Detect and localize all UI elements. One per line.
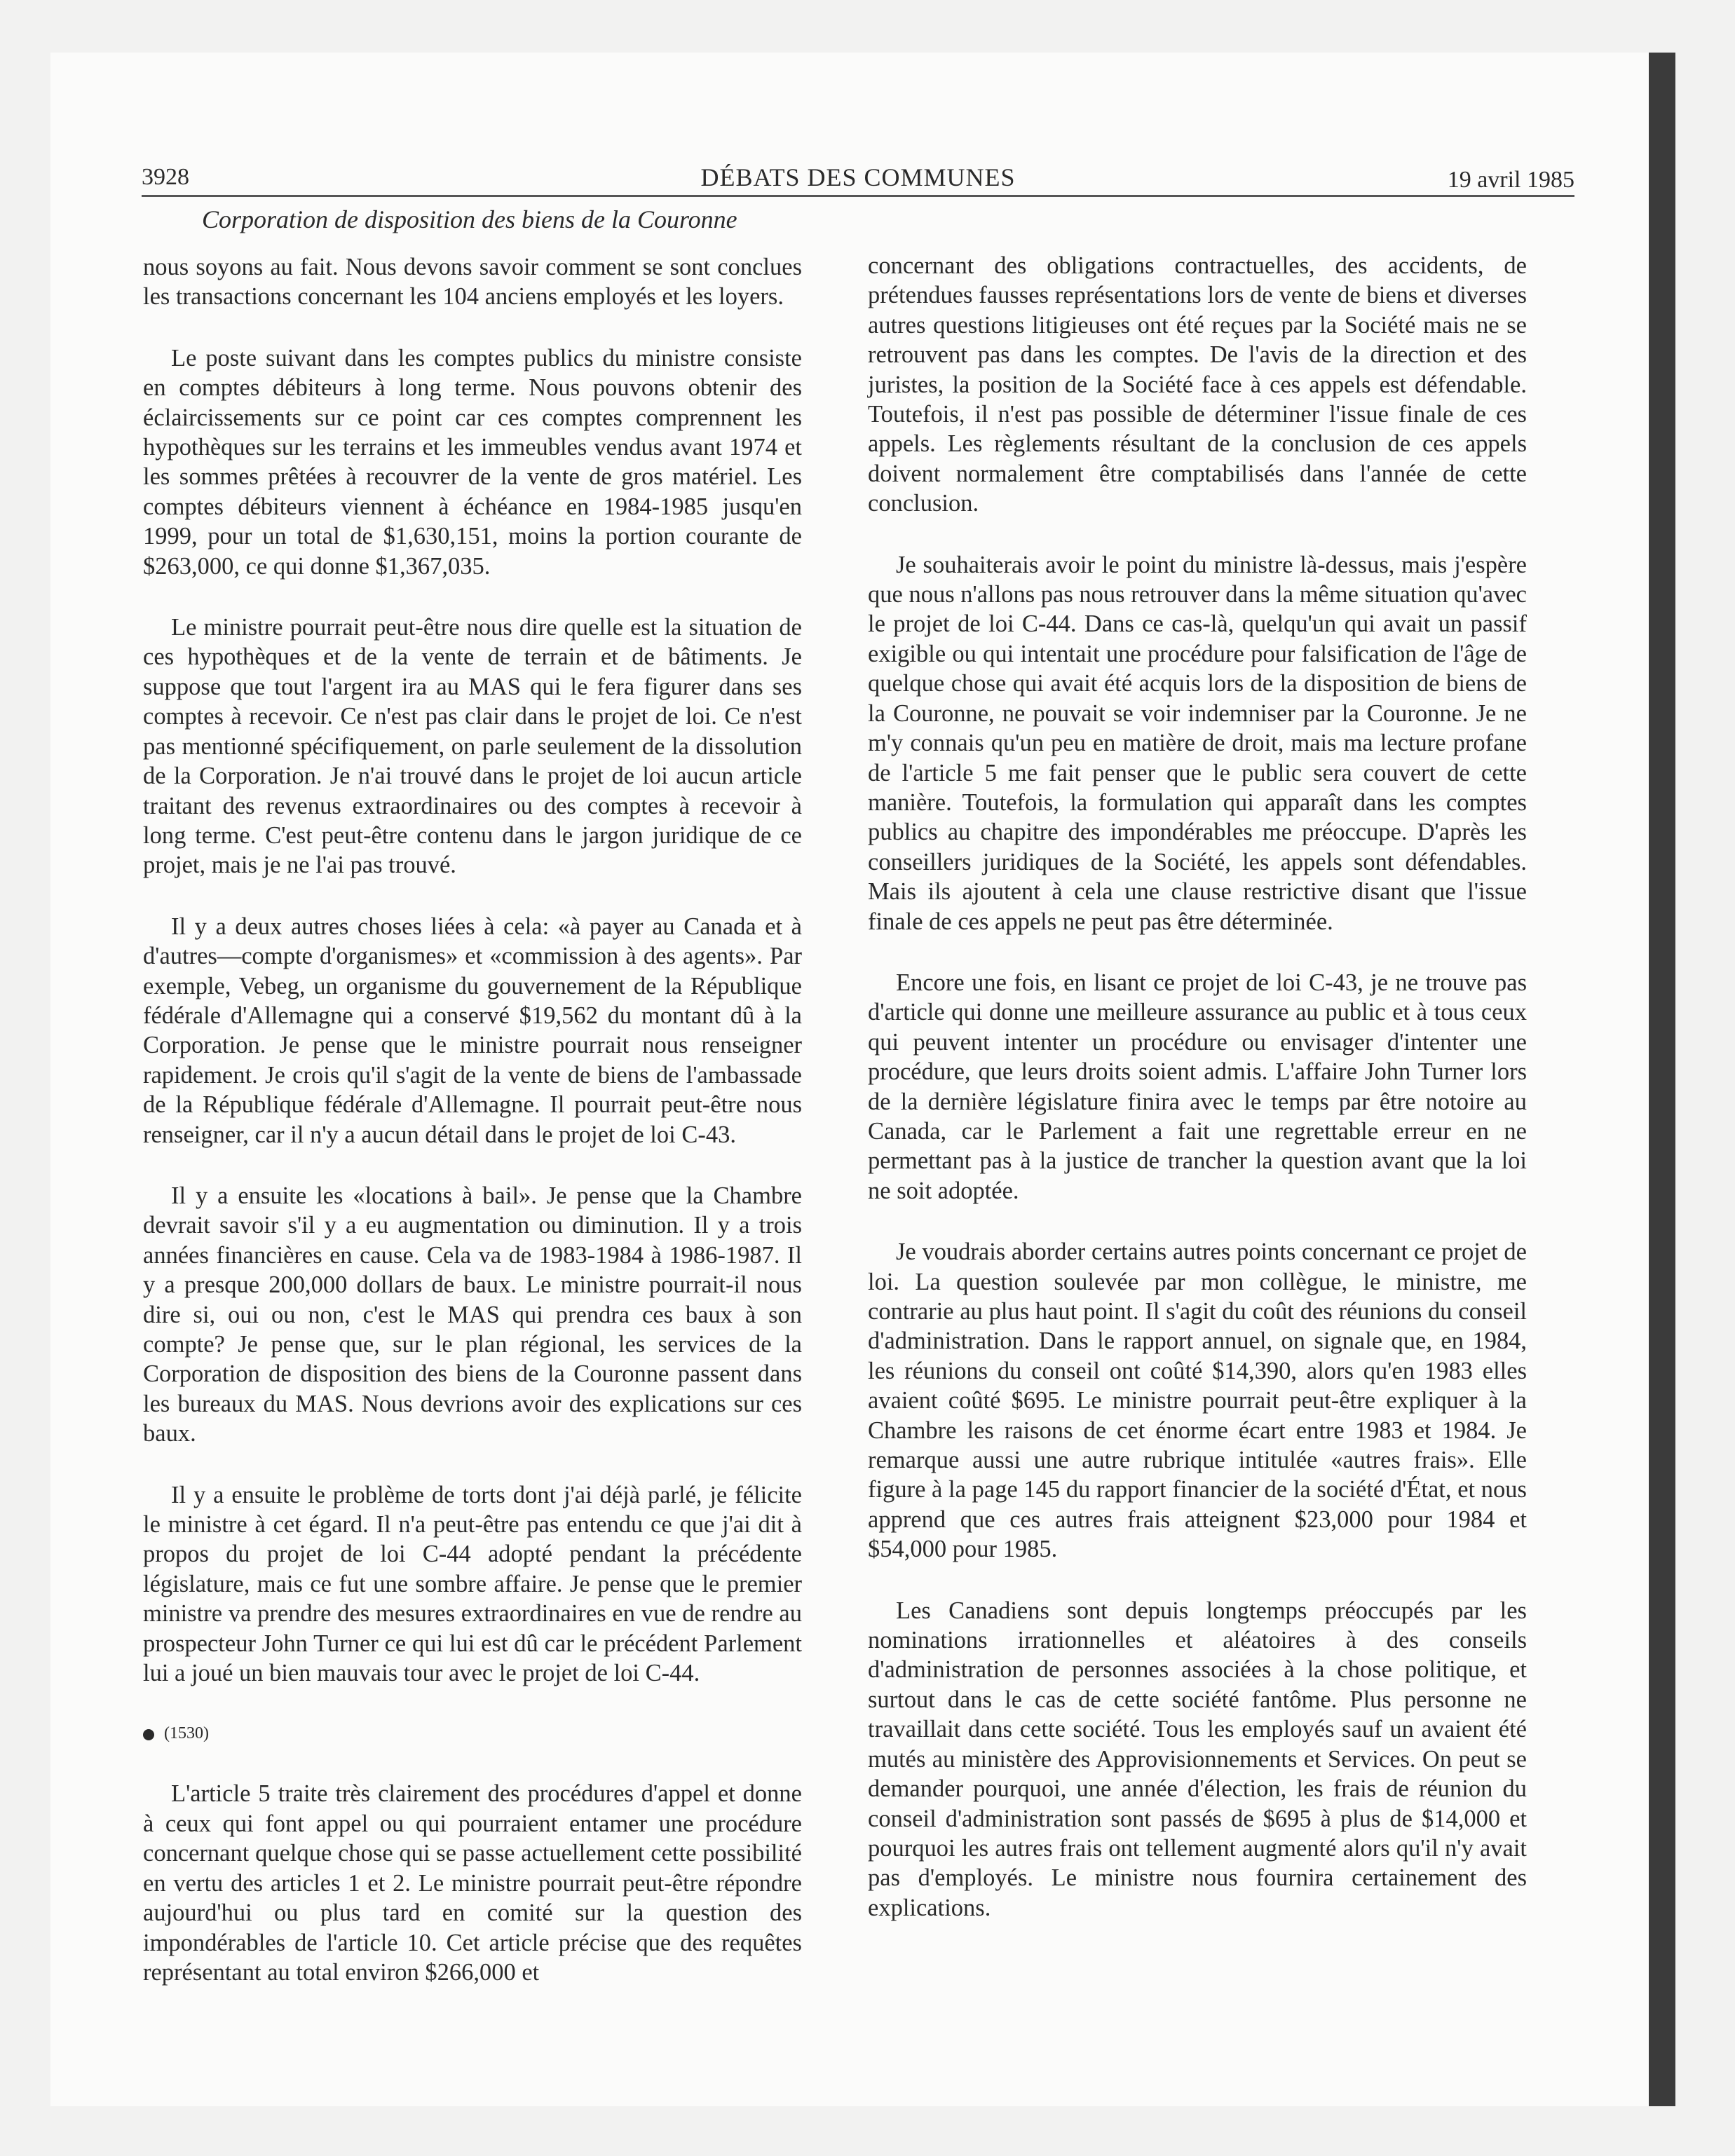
paragraph: Les Canadiens sont depuis longtemps préoccupés par les nominations irrationnelles et aléatoires à des conseils d'administration de personnes associées à la chose politique, et surtout dans le cas de cette société fantôme. Plus personne ne travaillait dans cette société. Tous les employés sauf un avaient été mutés au ministère des Approvisionnements et Services. On peut se demander pourquoi, une année d'élection, les frais de réunion du conseil d'administration sont passés de $695 à plus de $14,000 et pourquoi les autres frais ont tellement augmenté alors qu'il n'y avait pas d'employés. Le ministre nous fournira certainement des explications. xyxy=(868,1597,1527,1921)
header-date: 19 avril 1985 xyxy=(1447,167,1574,193)
paragraph: Il y a ensuite le problème de torts dont j'ai déjà parlé, je félicite le ministre à cet égard. Il n'a peut-être pas entendu ce que j'ai dit à propos du projet de loi C-44 adopté pendant la précédente législature, mais ce fut une sombre affaire. Je pense que le premier ministre va prendre des mesures extraordinaires en vue de rendre au prospecteur John Turner ce qui lui est dû car le précédent Parlement lui a joué un bien mauvais tour avec le projet de loi C-44. xyxy=(143,1481,802,1687)
paragraph: Encore une fois, en lisant ce projet de loi C-43, je ne trouve pas d'article qui donne une meilleure assurance au public et à tous ceux qui peuvent intenter un procédure ou envisager d'intenter une procédure, que leurs droits soient admis. L'affaire John Turner lors de la dernière législature finira avec le temps par être notoire au Canada, car le Parlement a fait une regrettable erreur en ne permettant pas à la justice de trancher la question avant que la loi ne soit adoptée. xyxy=(868,969,1527,1204)
time-marker-text: (1530) xyxy=(164,1724,209,1743)
left-column xyxy=(143,252,802,2019)
paragraph: Le poste suivant dans les comptes publics du ministre consiste en comptes débiteurs à long terme. Nous pouvons obtenir des éclaircissements sur ce point car ces comptes comprennent les hypothèques sur les terrains et les immeubles vendus avant 1974 et les sommes prêtées à recouvrer de la vente de gros matériel. Les comptes débiteurs viennent à échéance en 1984-1985 jusqu'en 1999, pour un total de $1,630,151, moins la portion courante de $263,000, ce qui donne $1,367,035. xyxy=(143,344,802,580)
paragraph: Le ministre pourrait peut-être nous dire quelle est la situation de ces hypothèques et de la vente de terrain et de bâtiments. Je suppose que tout l'argent ira au MAS qui le fera figurer dans ses comptes à recevoir. Ce n'est pas clair dans le projet de loi. Ce n'est pas mentionné spécifiquement, on parle seulement de la dissolution de la Corporation. Je n'ai trouvé dans le projet de loi aucun article traitant des revenus extraordinaires ou des comptes à recevoir à long terme. C'est peut-être contenu dans le jargon juridique de ce projet, mais je ne l'ai pas trouvé. xyxy=(143,614,802,879)
paragraph: concernant des obligations contractuelles, des accidents, de prétendues fausses représentations lors de vente de biens et diverses autres questions litigieuses ont été reçues par la Société mais ne se retrouvent pas dans les comptes. De l'avis de la direction et des juristes, la position de la Société face à ces appels est défendable. Toutefois, il n'est pas possible de déterminer l'issue finale de ces appels. Les règlements résultant de la conclusion de ces appels doivent normalement être comptabilisés dans l'année de cette conclusion. xyxy=(868,252,1527,517)
paragraph: L'article 5 traite très clairement des procédures d'appel et donne à ceux qui font appel ou qui pourraient entamer une procédure concernant quelque chose qui se passe actuellement cette possibilité en vertu des articles 1 et 2. Le ministre pourrait peut-être répondre aujourd'hui ou plus tard en comité sur la question des impondérables de l'article 10. Cet article précise que des requêtes représentant au total environ $266,000 et xyxy=(143,1780,802,1986)
paragraph: Il y a deux autres choses liées à cela: «à payer au Canada et à d'autres—compte d'organismes» et «commission à des agents». Par exemple, Vebeg, un organisme du gouvernement de la République fédérale d'Allemagne qui a conservé $19,562 du montant dû à la Corporation. Je pense que le ministre pourrait nous renseigner rapidement. Je crois qu'il s'agit de la vente de biens de l'ambassade de la République fédérale d'Allemagne. Il pourrait peut-être nous renseigner, car il n'y a aucun détail dans le projet de loi C-43. xyxy=(143,913,802,1148)
scan-edge-bar xyxy=(1649,53,1675,2106)
paragraph: Je voudrais aborder certains autres points concernant ce projet de loi. La question soulevée par mon collègue, le ministre, me contrarie au plus haut point. Il s'agit du coût des réunions du conseil d'administration. Dans le rapport annuel, on signale que, en 1984, les réunions du conseil ont coûté $14,390, alors qu'en 1983 elles avaient coûté $695. Le ministre pourrait peut-être expliquer à la Chambre les raisons de cet énorme écart entre 1983 et 1984. Je remarque aussi une autre rubrique intitulée «autres frais». Elle figure à la page 145 du rapport financier de la société d'État, et nous apprend que ces autres frais atteignent $23,000 pour 1984 et $54,000 pour 1985. xyxy=(868,1239,1527,1563)
page-number: 3928 xyxy=(142,164,189,190)
publication-title: DÉBATS DES COMMUNES xyxy=(700,163,1016,191)
bullet-icon xyxy=(143,1729,154,1740)
right-column xyxy=(868,251,1527,1954)
page-header xyxy=(142,156,1574,197)
running-head: Corporation de disposition des biens de la Couronne xyxy=(202,205,737,233)
time-marker xyxy=(143,1719,802,1747)
paragraph: nous soyons au fait. Nous devons savoir comment se sont conclues les transactions concernant les 104 anciens employés et les loyers. xyxy=(143,254,802,311)
paragraph: Il y a ensuite les «locations à bail». Je pense que la Chambre devrait savoir s'il y a eu augmentation ou diminution. Il y a trois années financières en cause. Cela va de 1983-1984 à 1986-1987. Il y a presque 200,000 dollars de baux. Le ministre pourrait-il nous dire si, oui ou non, c'est le MAS qui prendra ces baux à son compte? Je pense que, sur le plan régional, les services de la Corporation de disposition des biens de la Couronne passent dans les bureaux du MAS. Nous devrions avoir des explications sur ces baux. xyxy=(143,1182,802,1447)
paragraph: Je souhaiterais avoir le point du ministre là-dessus, mais j'espère que nous n'allons pas nous retrouver dans la même situation qu'avec le projet de loi C-44. Dans ce cas-là, quelqu'un qui avait un passif exigible ou qui intentait une procédure pour falsification de l'âge de quelque chose qui avait été acquis lors de la disposition de biens de la Couronne, ne pouvait se voir indemniser par la Couronne. Je ne m'y connais qu'un peu en matière de droit, mais ma lecture profane de l'article 5 me fait penser que le public sera couvert de cette manière. Toutefois, la formulation qui apparaît dans les comptes publics au chapitre des impondérables me préoccupe. D'après les conseillers juridiques de la Société, les appels sont défendables. Mais ils ajoutent à cela une clause restrictive disant que l'issue finale de ces appels ne peut pas être déterminée. xyxy=(868,551,1527,935)
